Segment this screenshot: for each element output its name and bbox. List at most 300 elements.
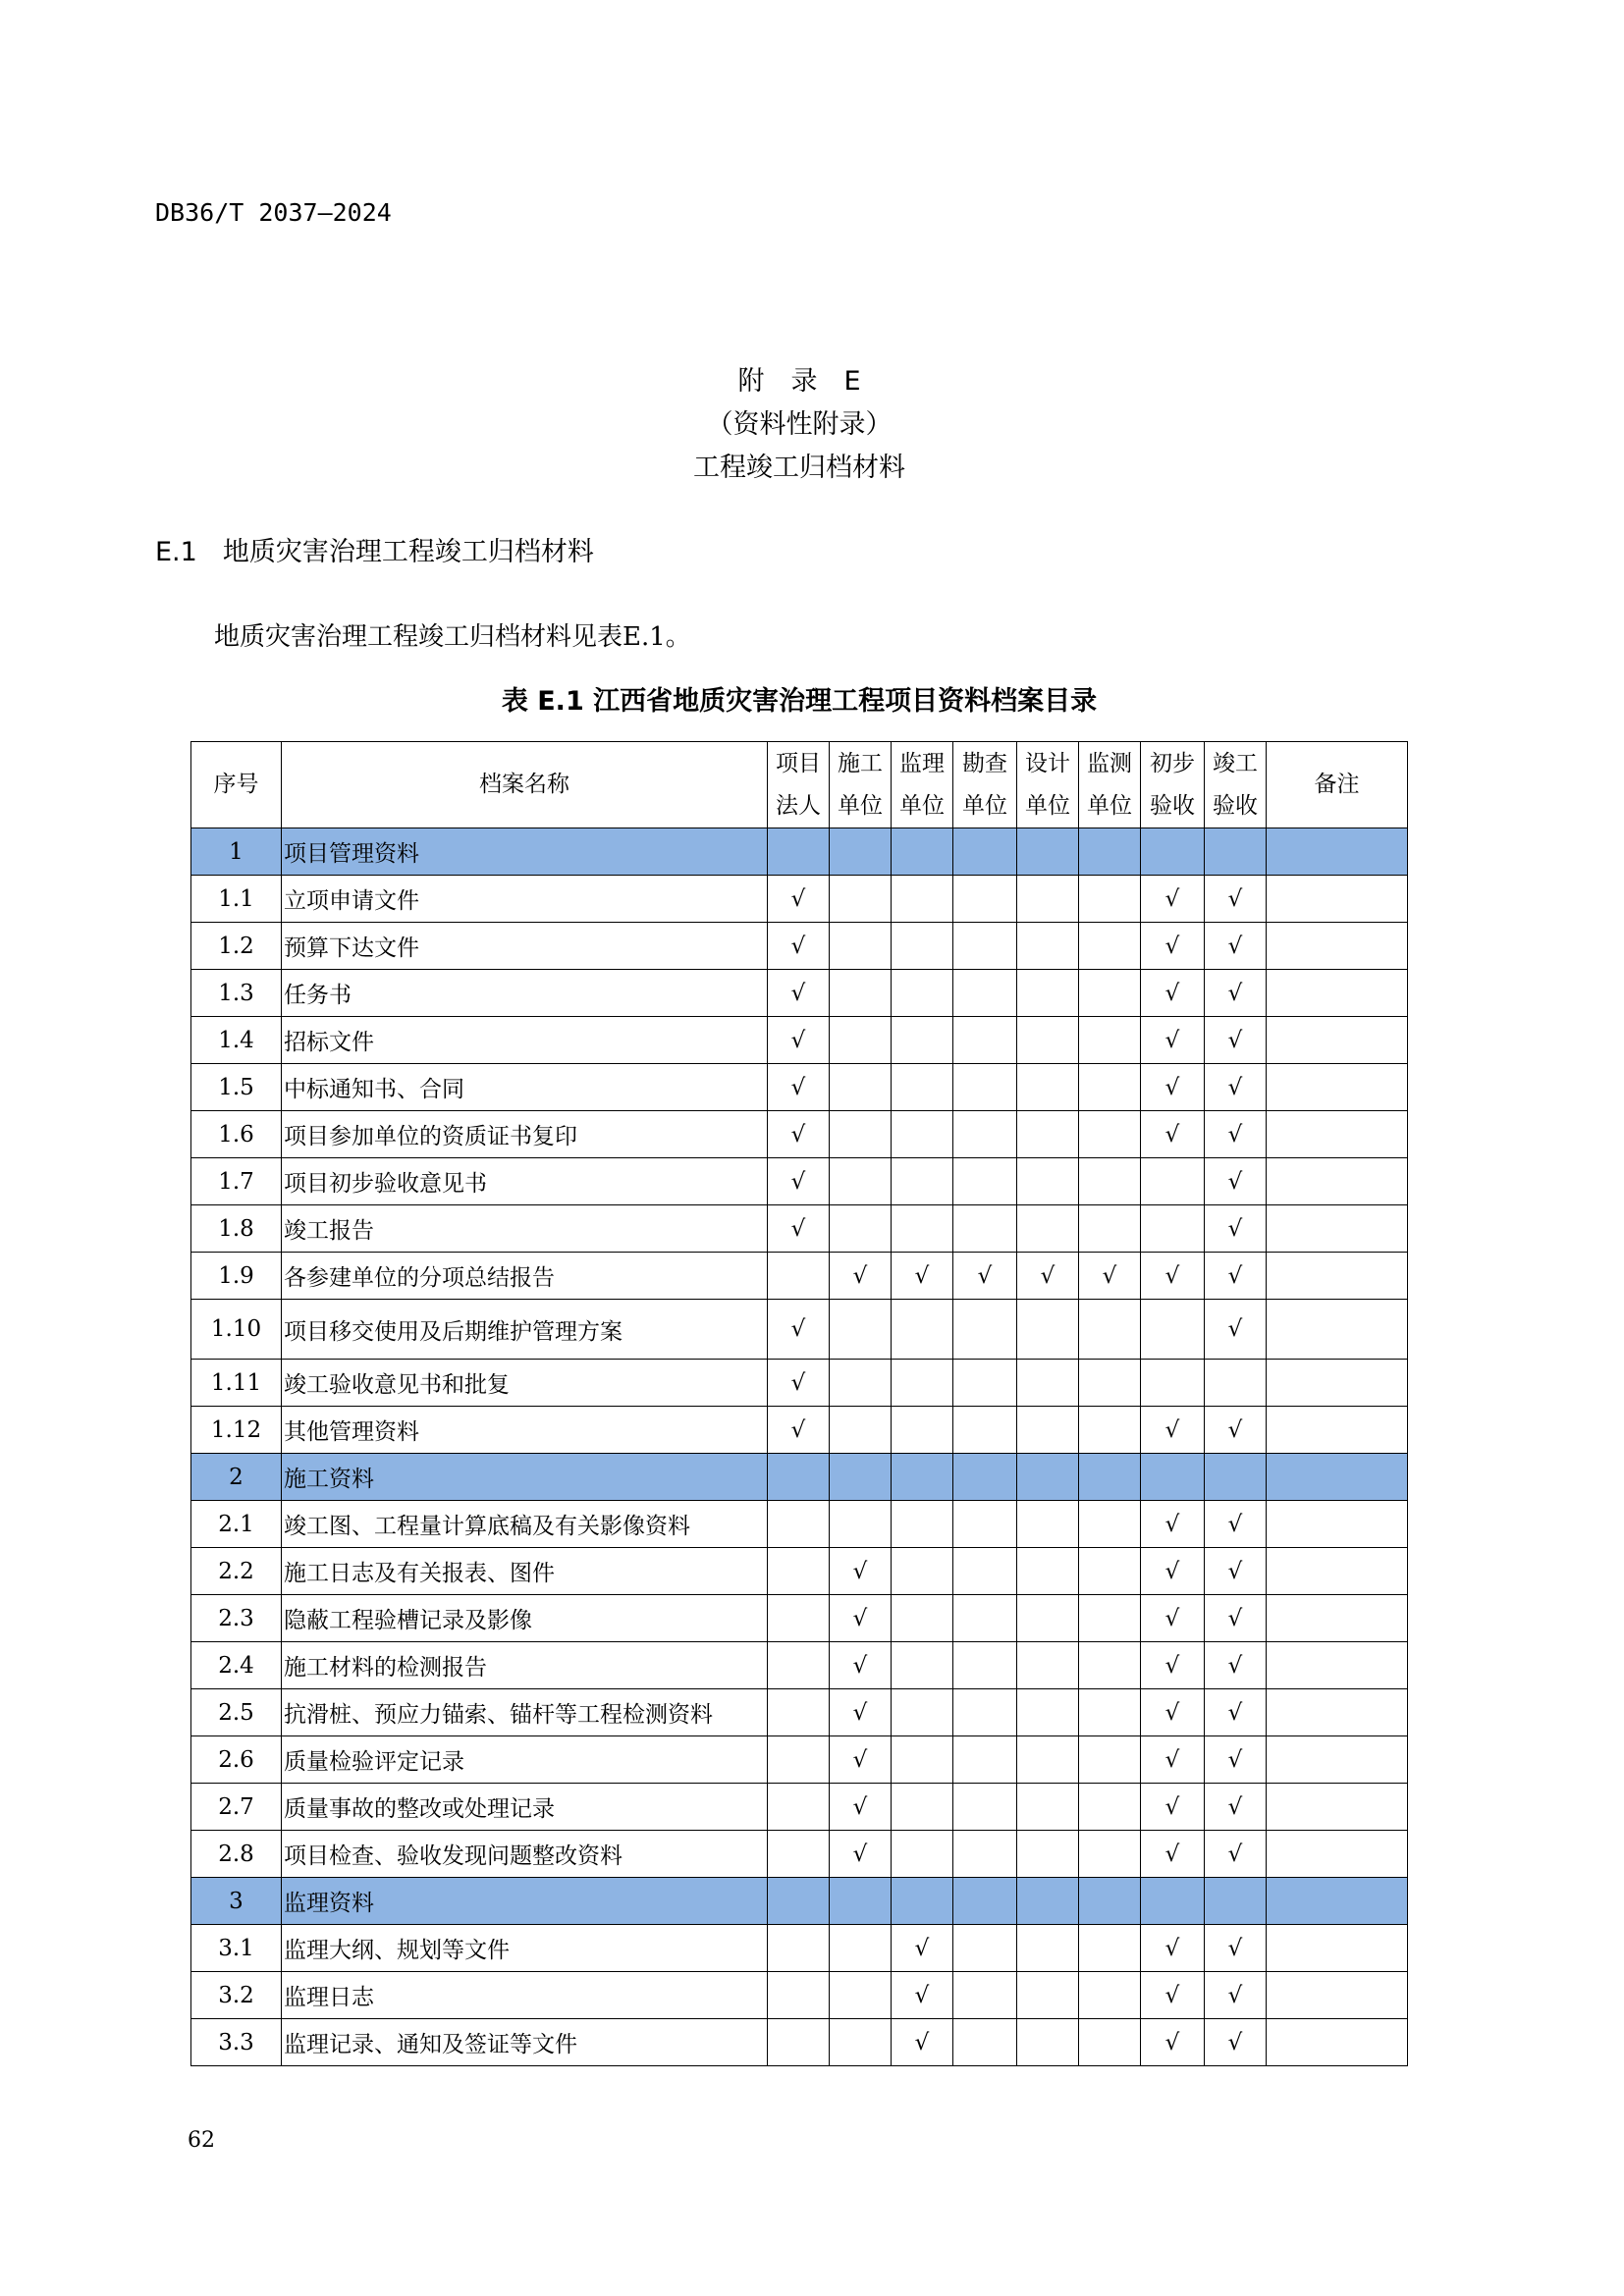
empty-cell xyxy=(1017,2019,1079,2066)
row-seq: 1.2 xyxy=(191,923,282,970)
row-name: 质量检验评定记录 xyxy=(282,1736,768,1784)
empty-cell xyxy=(953,970,1017,1017)
table-row xyxy=(191,1784,1408,1831)
header-col xyxy=(830,742,892,828)
empty-cell xyxy=(1079,1595,1141,1642)
row-name: 监理记录、通知及签证等文件 xyxy=(282,2019,768,2066)
empty-cell xyxy=(953,1972,1017,2019)
header-remark: 备注 xyxy=(1267,742,1408,828)
check-mark: √ xyxy=(1141,1736,1205,1784)
empty-cell xyxy=(892,970,953,1017)
empty-cell xyxy=(1079,1642,1141,1689)
table-row xyxy=(191,1548,1408,1595)
row-seq: 1.3 xyxy=(191,970,282,1017)
row-name: 项目初步验收意见书 xyxy=(282,1158,768,1205)
empty-cell xyxy=(892,876,953,923)
check-mark: √ xyxy=(830,1736,892,1784)
row-seq: 1.12 xyxy=(191,1407,282,1454)
empty-cell xyxy=(1017,1642,1079,1689)
check-mark: √ xyxy=(830,1253,892,1300)
check-mark: √ xyxy=(1205,1784,1267,1831)
row-seq: 1.9 xyxy=(191,1253,282,1300)
empty-cell xyxy=(892,1642,953,1689)
row-seq: 3.2 xyxy=(191,1972,282,2019)
empty-cell xyxy=(892,1595,953,1642)
table-header-row xyxy=(191,742,1408,828)
empty-cell xyxy=(768,1454,830,1501)
table-row xyxy=(191,1736,1408,1784)
empty-cell xyxy=(830,1360,892,1407)
row-remark xyxy=(1267,1111,1408,1158)
empty-cell xyxy=(1017,1925,1079,1972)
empty-cell xyxy=(830,1158,892,1205)
check-mark: √ xyxy=(1141,923,1205,970)
check-mark: √ xyxy=(892,2019,953,2066)
table-row xyxy=(191,1642,1408,1689)
empty-cell xyxy=(892,1736,953,1784)
check-mark: √ xyxy=(1205,1017,1267,1064)
check-mark: √ xyxy=(1141,1017,1205,1064)
header-col-line: 施工 xyxy=(838,750,883,776)
row-seq: 1.4 xyxy=(191,1017,282,1064)
empty-cell xyxy=(830,1407,892,1454)
empty-cell xyxy=(1079,828,1141,876)
header-col-line: 项目 xyxy=(776,750,821,776)
check-mark: √ xyxy=(1205,1253,1267,1300)
check-mark: √ xyxy=(1141,2019,1205,2066)
table-caption: 表 E.1 江西省地质灾害治理工程项目资料档案目录 xyxy=(501,686,1098,717)
row-remark xyxy=(1267,1548,1408,1595)
empty-cell xyxy=(892,1300,953,1360)
check-mark: √ xyxy=(1205,1158,1267,1205)
header-col xyxy=(1141,742,1205,828)
check-mark: √ xyxy=(768,1360,830,1407)
empty-cell xyxy=(768,1831,830,1878)
table-row xyxy=(191,1253,1408,1300)
empty-cell xyxy=(953,1595,1017,1642)
empty-cell xyxy=(1017,1878,1079,1925)
check-mark: √ xyxy=(892,1925,953,1972)
check-mark: √ xyxy=(1205,1925,1267,1972)
check-mark: √ xyxy=(768,1064,830,1111)
header-col-line: 验收 xyxy=(1213,792,1258,819)
empty-cell xyxy=(892,1111,953,1158)
check-mark: √ xyxy=(1205,923,1267,970)
table-row xyxy=(191,1831,1408,1878)
check-mark: √ xyxy=(1141,1689,1205,1736)
empty-cell xyxy=(892,1360,953,1407)
empty-cell xyxy=(892,1548,953,1595)
empty-cell xyxy=(768,1784,830,1831)
check-mark: √ xyxy=(1141,1111,1205,1158)
table-row xyxy=(191,1205,1408,1253)
empty-cell xyxy=(1079,1501,1141,1548)
check-mark: √ xyxy=(1205,1595,1267,1642)
header-col xyxy=(768,742,830,828)
check-mark: √ xyxy=(768,923,830,970)
header-col-line: 初步 xyxy=(1150,750,1195,776)
empty-cell xyxy=(953,1784,1017,1831)
check-mark: √ xyxy=(1205,1548,1267,1595)
check-mark: √ xyxy=(768,1158,830,1205)
check-mark: √ xyxy=(1141,1501,1205,1548)
row-name: 各参建单位的分项总结报告 xyxy=(282,1253,768,1300)
row-seq: 2 xyxy=(191,1454,282,1501)
empty-cell xyxy=(1141,1205,1205,1253)
row-remark xyxy=(1267,970,1408,1017)
empty-cell xyxy=(768,1501,830,1548)
check-mark: √ xyxy=(1141,1925,1205,1972)
empty-cell xyxy=(768,1689,830,1736)
row-remark xyxy=(1267,1689,1408,1736)
empty-cell xyxy=(768,1878,830,1925)
empty-cell xyxy=(1079,1360,1141,1407)
row-name: 项目移交使用及后期维护管理方案 xyxy=(282,1300,768,1360)
check-mark: √ xyxy=(1141,1831,1205,1878)
empty-cell xyxy=(1079,2019,1141,2066)
empty-cell xyxy=(892,1831,953,1878)
empty-cell xyxy=(892,1158,953,1205)
check-mark: √ xyxy=(1205,1300,1267,1360)
check-mark: √ xyxy=(1205,1064,1267,1111)
row-name: 项目管理资料 xyxy=(282,828,768,876)
check-mark: √ xyxy=(953,1253,1017,1300)
empty-cell xyxy=(1079,1689,1141,1736)
row-seq: 2.1 xyxy=(191,1501,282,1548)
empty-cell xyxy=(953,1736,1017,1784)
empty-cell xyxy=(768,1736,830,1784)
empty-cell xyxy=(1017,1972,1079,2019)
empty-cell xyxy=(830,1017,892,1064)
empty-cell xyxy=(1079,1017,1141,1064)
row-remark xyxy=(1267,1017,1408,1064)
document-code: DB36/T 2037—2024 xyxy=(155,198,392,227)
table-row xyxy=(191,923,1408,970)
empty-cell xyxy=(1141,1360,1205,1407)
check-mark: √ xyxy=(1017,1253,1079,1300)
body-paragraph: 地质灾害治理工程竣工归档材料见表E.1。 xyxy=(214,622,691,652)
empty-cell xyxy=(830,1064,892,1111)
table-row xyxy=(191,2019,1408,2066)
section-row xyxy=(191,1454,1408,1501)
row-name: 监理日志 xyxy=(282,1972,768,2019)
row-name: 立项申请文件 xyxy=(282,876,768,923)
empty-cell xyxy=(1141,1300,1205,1360)
check-mark: √ xyxy=(1141,1972,1205,2019)
row-remark xyxy=(1267,923,1408,970)
empty-cell xyxy=(1079,1300,1141,1360)
row-name: 施工资料 xyxy=(282,1454,768,1501)
empty-cell xyxy=(1079,1831,1141,1878)
table-row xyxy=(191,1689,1408,1736)
row-name: 项目检查、验收发现问题整改资料 xyxy=(282,1831,768,1878)
table-row xyxy=(191,1111,1408,1158)
empty-cell xyxy=(830,876,892,923)
empty-cell xyxy=(830,1111,892,1158)
empty-cell xyxy=(1017,1595,1079,1642)
empty-cell xyxy=(1205,1454,1267,1501)
check-mark: √ xyxy=(1205,1972,1267,2019)
row-remark xyxy=(1267,1407,1408,1454)
check-mark: √ xyxy=(768,1205,830,1253)
empty-cell xyxy=(953,1300,1017,1360)
empty-cell xyxy=(830,923,892,970)
table-row xyxy=(191,1017,1408,1064)
table-row xyxy=(191,1595,1408,1642)
empty-cell xyxy=(1017,1064,1079,1111)
check-mark: √ xyxy=(1141,1548,1205,1595)
empty-cell xyxy=(1141,828,1205,876)
empty-cell xyxy=(768,1595,830,1642)
row-seq: 2.6 xyxy=(191,1736,282,1784)
empty-cell xyxy=(830,1972,892,2019)
empty-cell xyxy=(1017,1784,1079,1831)
empty-cell xyxy=(1017,1360,1079,1407)
check-mark: √ xyxy=(1205,1205,1267,1253)
empty-cell xyxy=(1205,828,1267,876)
empty-cell xyxy=(1079,970,1141,1017)
header-col-line: 单位 xyxy=(1025,792,1070,819)
header-seq: 序号 xyxy=(191,742,282,828)
empty-cell xyxy=(1205,1360,1267,1407)
row-remark xyxy=(1267,1300,1408,1360)
row-seq: 1.10 xyxy=(191,1300,282,1360)
header-col-line: 竣工 xyxy=(1213,750,1258,776)
empty-cell xyxy=(1079,1784,1141,1831)
empty-cell xyxy=(1205,1878,1267,1925)
empty-cell xyxy=(768,1253,830,1300)
appendix-title: 附 录 E xyxy=(737,366,861,397)
empty-cell xyxy=(830,1205,892,1253)
empty-cell xyxy=(953,1548,1017,1595)
table-row xyxy=(191,876,1408,923)
header-col-line: 单位 xyxy=(899,792,945,819)
empty-cell xyxy=(1141,1878,1205,1925)
row-remark xyxy=(1267,1972,1408,2019)
table-row xyxy=(191,1300,1408,1360)
empty-cell xyxy=(1017,828,1079,876)
empty-cell xyxy=(892,1784,953,1831)
empty-cell xyxy=(892,1689,953,1736)
section-title: 地质灾害治理工程竣工归档材料 xyxy=(222,537,594,567)
check-mark: √ xyxy=(1205,876,1267,923)
row-name: 竣工报告 xyxy=(282,1205,768,1253)
empty-cell xyxy=(768,828,830,876)
row-name: 招标文件 xyxy=(282,1017,768,1064)
empty-cell xyxy=(953,923,1017,970)
row-name: 竣工验收意见书和批复 xyxy=(282,1360,768,1407)
row-name: 监理资料 xyxy=(282,1878,768,1925)
empty-cell xyxy=(892,1205,953,1253)
row-remark xyxy=(1267,876,1408,923)
row-seq: 1 xyxy=(191,828,282,876)
empty-cell xyxy=(1017,970,1079,1017)
check-mark: √ xyxy=(1205,1831,1267,1878)
check-mark: √ xyxy=(1205,1501,1267,1548)
empty-cell xyxy=(1017,1158,1079,1205)
header-col-line: 单位 xyxy=(1087,792,1132,819)
check-mark: √ xyxy=(830,1689,892,1736)
header-col xyxy=(1079,742,1141,828)
row-seq: 1.6 xyxy=(191,1111,282,1158)
header-col xyxy=(953,742,1017,828)
empty-cell xyxy=(768,2019,830,2066)
header-col-line: 验收 xyxy=(1150,792,1195,819)
empty-cell xyxy=(768,1642,830,1689)
appendix-name: 工程竣工归档材料 xyxy=(693,453,905,483)
check-mark: √ xyxy=(1141,876,1205,923)
empty-cell xyxy=(953,1158,1017,1205)
row-remark xyxy=(1267,1878,1408,1925)
empty-cell xyxy=(1079,1548,1141,1595)
header-col xyxy=(1017,742,1079,828)
row-name: 预算下达文件 xyxy=(282,923,768,970)
empty-cell xyxy=(1017,1548,1079,1595)
empty-cell xyxy=(953,876,1017,923)
row-remark xyxy=(1267,1925,1408,1972)
row-seq: 3 xyxy=(191,1878,282,1925)
check-mark: √ xyxy=(830,1784,892,1831)
empty-cell xyxy=(768,1925,830,1972)
empty-cell xyxy=(1017,1831,1079,1878)
check-mark: √ xyxy=(1141,1407,1205,1454)
empty-cell xyxy=(768,1548,830,1595)
empty-cell xyxy=(1017,1454,1079,1501)
empty-cell xyxy=(892,1878,953,1925)
empty-cell xyxy=(953,1111,1017,1158)
check-mark: √ xyxy=(1141,1064,1205,1111)
header-col-line: 单位 xyxy=(962,792,1007,819)
empty-cell xyxy=(1017,876,1079,923)
empty-cell xyxy=(953,2019,1017,2066)
check-mark: √ xyxy=(768,1111,830,1158)
check-mark: √ xyxy=(1205,1736,1267,1784)
check-mark: √ xyxy=(768,1300,830,1360)
section-number: E.1 xyxy=(155,537,197,567)
empty-cell xyxy=(1079,1736,1141,1784)
check-mark: √ xyxy=(830,1548,892,1595)
empty-cell xyxy=(1079,923,1141,970)
empty-cell xyxy=(953,1501,1017,1548)
empty-cell xyxy=(1079,1454,1141,1501)
empty-cell xyxy=(830,970,892,1017)
empty-cell xyxy=(830,1878,892,1925)
table-row xyxy=(191,1501,1408,1548)
table-row xyxy=(191,1064,1408,1111)
empty-cell xyxy=(1017,1017,1079,1064)
header-name: 档案名称 xyxy=(282,742,768,828)
check-mark: √ xyxy=(1141,970,1205,1017)
check-mark: √ xyxy=(1205,1689,1267,1736)
empty-cell xyxy=(1079,1064,1141,1111)
check-mark: √ xyxy=(768,1017,830,1064)
header-col xyxy=(892,742,953,828)
empty-cell xyxy=(1017,1111,1079,1158)
check-mark: √ xyxy=(830,1831,892,1878)
empty-cell xyxy=(892,1017,953,1064)
check-mark: √ xyxy=(1205,2019,1267,2066)
empty-cell xyxy=(953,1454,1017,1501)
check-mark: √ xyxy=(768,876,830,923)
row-remark xyxy=(1267,1736,1408,1784)
row-name: 质量事故的整改或处理记录 xyxy=(282,1784,768,1831)
appendix-type: （资料性附录） xyxy=(706,409,893,440)
row-name: 施工材料的检测报告 xyxy=(282,1642,768,1689)
empty-cell xyxy=(830,1925,892,1972)
header-col xyxy=(1205,742,1267,828)
table-row xyxy=(191,1972,1408,2019)
row-name: 项目参加单位的资质证书复印 xyxy=(282,1111,768,1158)
row-name: 竣工图、工程量计算底稿及有关影像资料 xyxy=(282,1501,768,1548)
row-seq: 2.4 xyxy=(191,1642,282,1689)
row-remark xyxy=(1267,1253,1408,1300)
empty-cell xyxy=(830,1501,892,1548)
empty-cell xyxy=(1079,1972,1141,2019)
row-remark xyxy=(1267,1064,1408,1111)
check-mark: √ xyxy=(1141,1642,1205,1689)
check-mark: √ xyxy=(1205,1111,1267,1158)
row-name: 监理大纲、规划等文件 xyxy=(282,1925,768,1972)
empty-cell xyxy=(1079,1158,1141,1205)
empty-cell xyxy=(892,828,953,876)
row-remark xyxy=(1267,1158,1408,1205)
check-mark: √ xyxy=(1205,1642,1267,1689)
empty-cell xyxy=(1017,923,1079,970)
empty-cell xyxy=(768,1972,830,2019)
empty-cell xyxy=(1079,1925,1141,1972)
check-mark: √ xyxy=(830,1642,892,1689)
table-row xyxy=(191,1158,1408,1205)
row-seq: 2.7 xyxy=(191,1784,282,1831)
empty-cell xyxy=(1017,1407,1079,1454)
row-name: 抗滑桩、预应力锚索、锚杆等工程检测资料 xyxy=(282,1689,768,1736)
empty-cell xyxy=(830,1454,892,1501)
empty-cell xyxy=(953,1925,1017,1972)
row-remark xyxy=(1267,2019,1408,2066)
section-row xyxy=(191,828,1408,876)
row-seq: 3.1 xyxy=(191,1925,282,1972)
check-mark: √ xyxy=(830,1595,892,1642)
empty-cell xyxy=(1017,1501,1079,1548)
row-remark xyxy=(1267,1205,1408,1253)
empty-cell xyxy=(953,1205,1017,1253)
empty-cell xyxy=(1017,1736,1079,1784)
row-remark xyxy=(1267,1831,1408,1878)
header-col-line: 勘查 xyxy=(962,750,1007,776)
empty-cell xyxy=(1079,1111,1141,1158)
empty-cell xyxy=(1079,876,1141,923)
row-remark xyxy=(1267,1642,1408,1689)
empty-cell xyxy=(1141,1454,1205,1501)
page-number: 62 xyxy=(188,2128,215,2153)
row-seq: 2.3 xyxy=(191,1595,282,1642)
check-mark: √ xyxy=(1205,970,1267,1017)
row-seq: 2.5 xyxy=(191,1689,282,1736)
empty-cell xyxy=(830,828,892,876)
empty-cell xyxy=(1017,1689,1079,1736)
empty-cell xyxy=(1017,1205,1079,1253)
table-row xyxy=(191,1925,1408,1972)
row-seq: 2.8 xyxy=(191,1831,282,1878)
section-row xyxy=(191,1878,1408,1925)
header-col-line: 法人 xyxy=(776,792,821,819)
check-mark: √ xyxy=(892,1972,953,2019)
empty-cell xyxy=(1079,1205,1141,1253)
check-mark: √ xyxy=(1141,1784,1205,1831)
row-remark xyxy=(1267,1501,1408,1548)
empty-cell xyxy=(953,1407,1017,1454)
empty-cell xyxy=(953,1360,1017,1407)
